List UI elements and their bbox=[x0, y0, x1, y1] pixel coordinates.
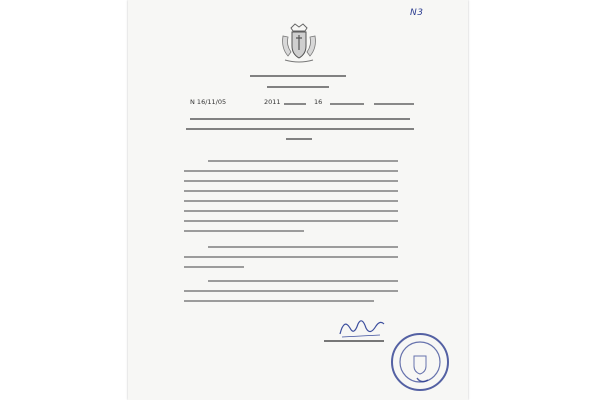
order-year: 2011 bbox=[264, 98, 281, 106]
order-city-word bbox=[374, 103, 414, 105]
subject-line-1 bbox=[190, 118, 410, 120]
order-month-word bbox=[330, 103, 364, 105]
body-line bbox=[184, 170, 398, 172]
official-round-stamp-icon bbox=[388, 330, 452, 394]
handwritten-page-note: N3 bbox=[410, 8, 424, 18]
body-line bbox=[184, 290, 398, 292]
order-day: 16 bbox=[314, 98, 323, 106]
body-line bbox=[184, 300, 374, 302]
issuing-ministry-heading bbox=[128, 72, 468, 81]
body-line bbox=[208, 160, 398, 162]
body-line bbox=[184, 210, 398, 212]
signatory-name bbox=[324, 340, 384, 342]
body-line bbox=[184, 230, 304, 232]
order-heading bbox=[128, 83, 468, 92]
subject-line-3 bbox=[286, 138, 312, 140]
signature-mark-icon bbox=[336, 314, 386, 340]
body-line bbox=[208, 280, 398, 282]
body-line bbox=[184, 190, 398, 192]
body-line bbox=[184, 180, 398, 182]
order-year-word bbox=[284, 103, 306, 105]
order-number: N 16/11/05 bbox=[190, 98, 227, 106]
subject-line-2 bbox=[186, 128, 414, 130]
body-line bbox=[184, 256, 398, 258]
order-meta-row bbox=[190, 98, 420, 108]
coat-of-arms-emblem-icon bbox=[275, 18, 323, 66]
document-page bbox=[128, 0, 468, 400]
body-line bbox=[184, 266, 244, 268]
body-line bbox=[208, 246, 398, 248]
body-line bbox=[184, 220, 398, 222]
body-line bbox=[184, 200, 398, 202]
